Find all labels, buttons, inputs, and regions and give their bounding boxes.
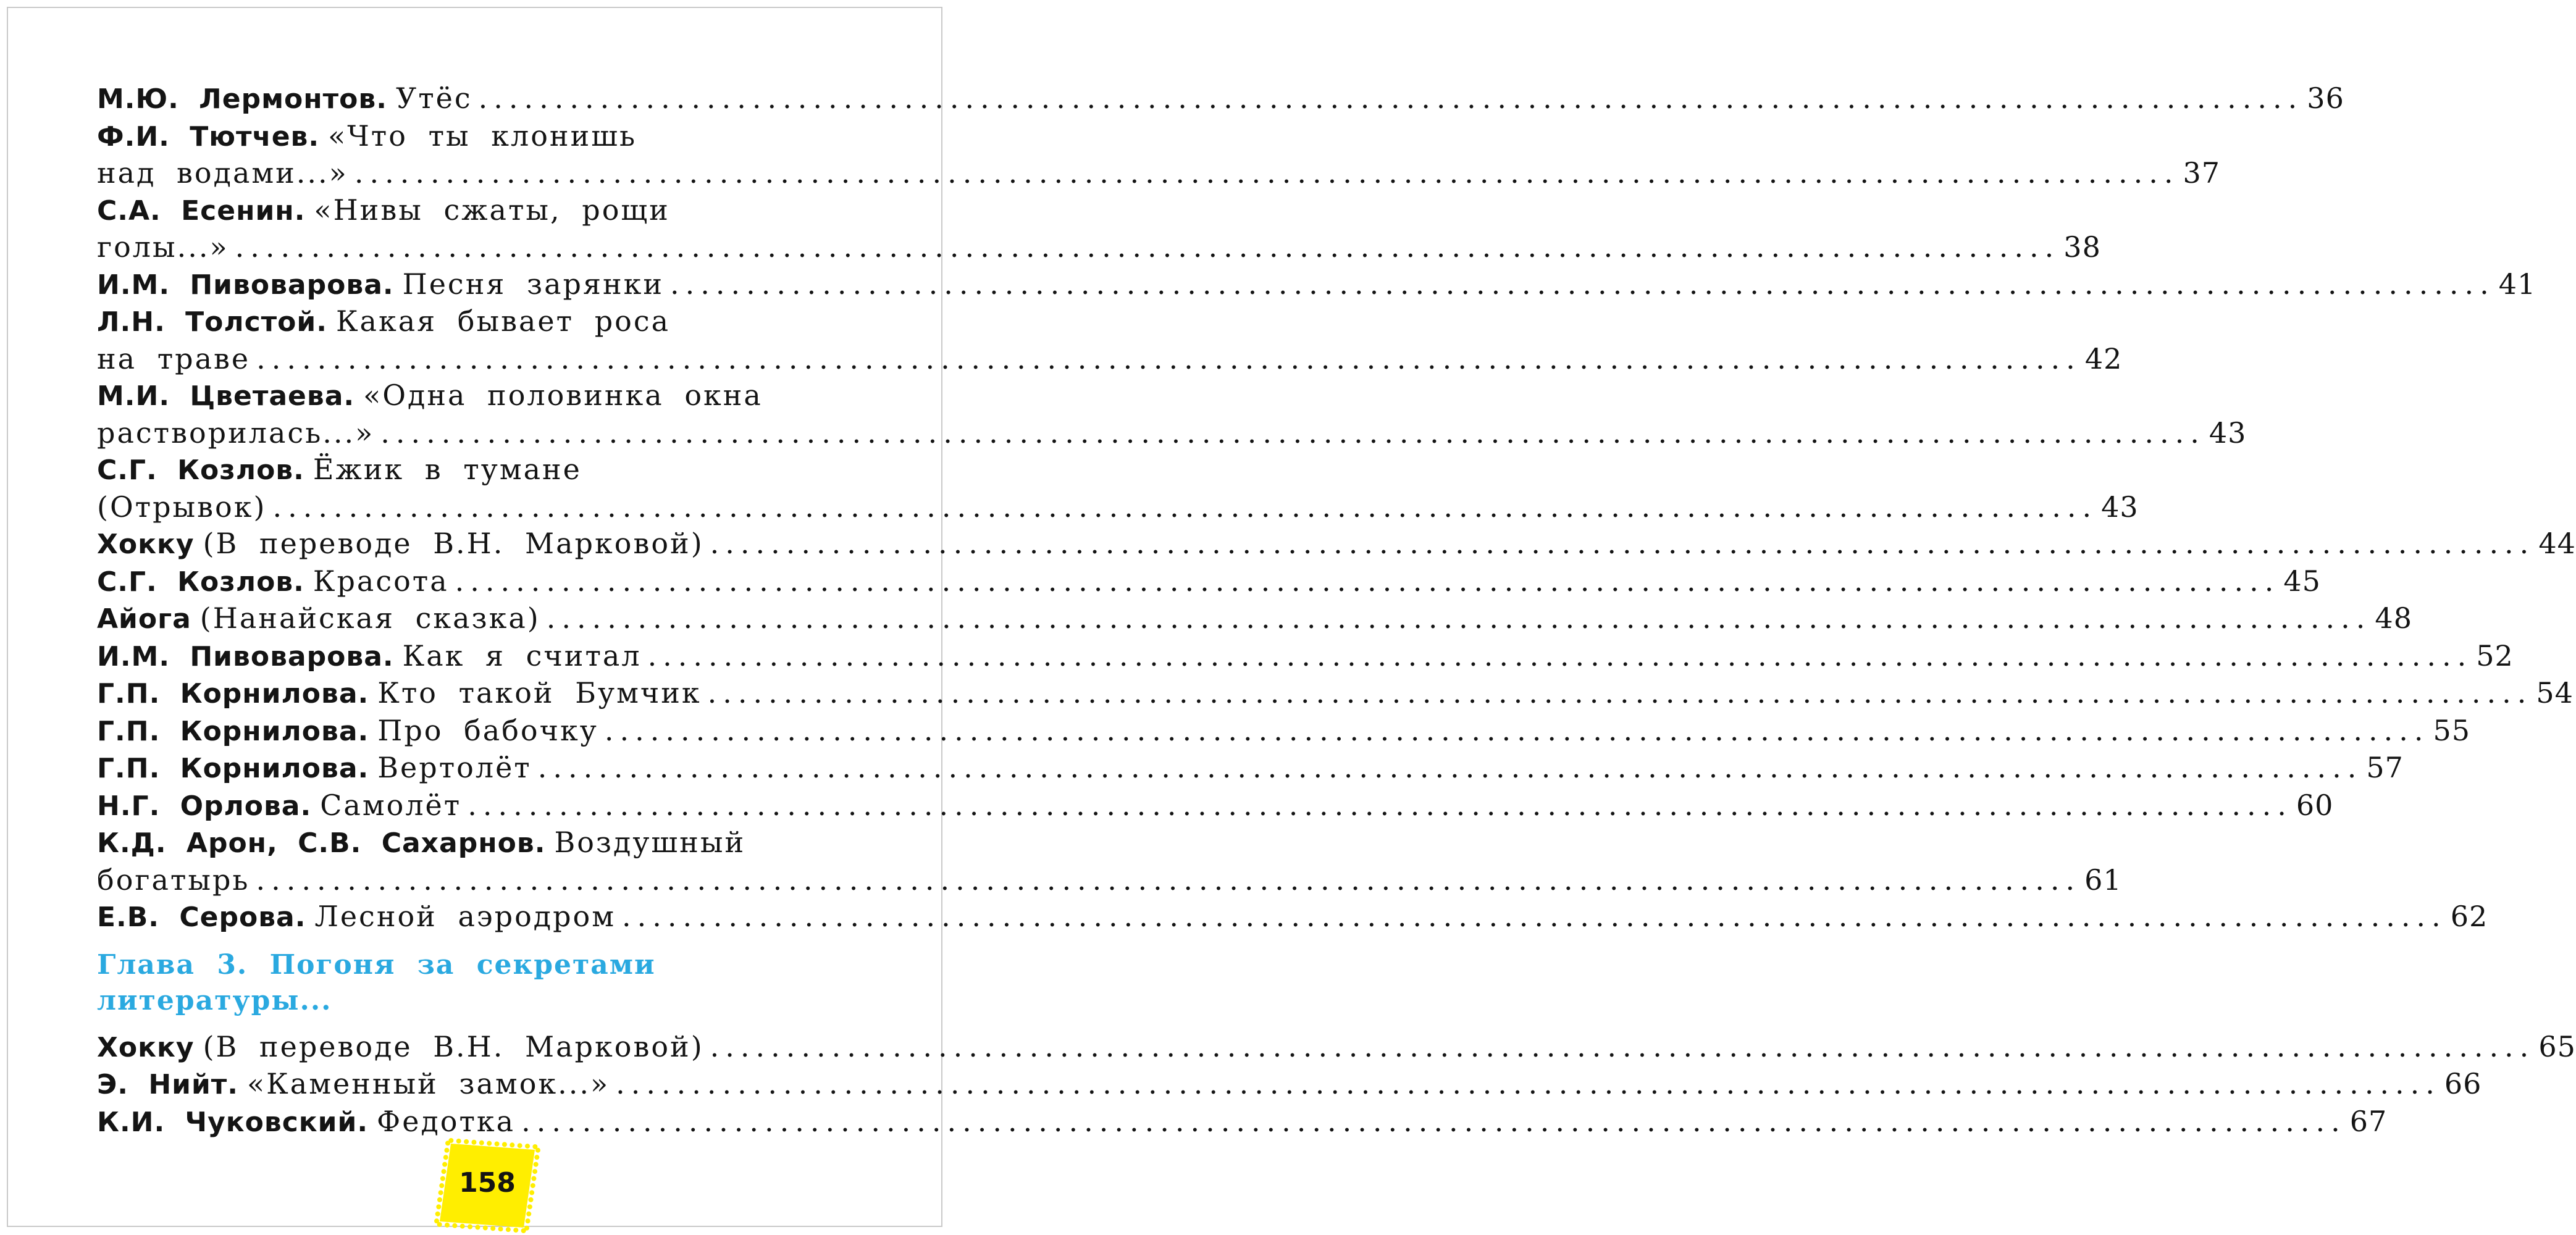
toc-entry-title-continued: над водами...» xyxy=(97,156,348,190)
toc-entry-title: Лесной аэродром xyxy=(314,900,616,933)
toc-entry-title: Федотка xyxy=(377,1104,516,1138)
toc-entry-author: С.Г. Козлов. xyxy=(97,566,304,598)
toc-entry-line xyxy=(97,862,2122,899)
toc-entry-title: Песня зарянки xyxy=(402,267,665,301)
toc-entry[interactable] xyxy=(97,713,2471,750)
toc-entry-author: С.Г. Козлов. xyxy=(97,454,304,486)
toc-entry-title-continued: голы...» xyxy=(97,230,229,264)
toc-entry-title: Ёжик в тумане xyxy=(313,453,582,486)
toc-entry-page: 44 xyxy=(2538,527,2576,560)
toc-entry-line xyxy=(97,563,2321,601)
chapter-heading-line1: Глава 3. Погоня за секретами xyxy=(97,948,656,981)
toc-entry-title: (В переводе В.Н. Марковой) xyxy=(203,1029,704,1063)
toc-entry-author: И.М. Пивоварова. xyxy=(97,269,394,301)
dot-leader: ........................................................................................................................ xyxy=(272,490,2098,524)
toc-entry[interactable] xyxy=(97,1029,2576,1066)
toc-entry-page: 60 xyxy=(2296,788,2334,822)
toc-entry-page: 65 xyxy=(2538,1029,2576,1063)
toc-entry-title: «Нивы сжаты, рощи xyxy=(314,193,670,227)
toc-entry-author: Н.Г. Орлова. xyxy=(97,790,312,822)
toc-entry-author: К.И. Чуковский. xyxy=(97,1106,369,1138)
dot-leader: ........................................................................................................................ xyxy=(537,751,2363,784)
toc-entry-page: 42 xyxy=(2084,341,2123,375)
table-of-contents xyxy=(97,80,2576,1141)
toc-entry-author: И.М. Пивоварова. xyxy=(97,640,394,672)
toc-entry[interactable] xyxy=(97,377,2247,451)
toc-entry-heading xyxy=(97,826,745,859)
toc-entry-heading xyxy=(97,600,540,638)
toc-entry-title: «Одна половинка окна xyxy=(363,379,763,412)
toc-entry-page: 66 xyxy=(2444,1067,2482,1100)
toc-entry-page: 57 xyxy=(2366,751,2404,784)
toc-entry-line xyxy=(97,675,2574,713)
toc-entry-line xyxy=(97,415,2247,452)
toc-entry-page: 43 xyxy=(2209,416,2247,450)
toc-entry-title-continued: на траве xyxy=(97,341,251,375)
toc-entry-line xyxy=(97,80,2344,118)
toc-entry[interactable] xyxy=(97,563,2321,601)
toc-entry-title: Самолёт xyxy=(320,788,462,822)
toc-entry[interactable] xyxy=(97,824,2122,898)
toc-entry-author: Айога xyxy=(97,603,191,635)
toc-entry[interactable] xyxy=(97,750,2404,787)
toc-entry-heading xyxy=(97,453,582,486)
toc-entry-line xyxy=(97,750,2404,787)
toc-entry-heading xyxy=(97,304,670,338)
toc-entry-author: М.И. Цветаева. xyxy=(97,380,355,412)
dot-leader: ........................................................................................................................ xyxy=(235,230,2060,264)
toc-entry-line xyxy=(97,192,863,230)
toc-entry-author: К.Д. Арон, С.В. Сахарнов. xyxy=(97,827,546,859)
dot-leader: ........................................................................................................................ xyxy=(616,1067,2441,1100)
toc-entry[interactable] xyxy=(97,118,2221,192)
toc-entry-heading xyxy=(97,563,449,601)
toc-entry-line xyxy=(97,377,863,415)
toc-entry-author: Ф.И. Тютчев. xyxy=(97,120,320,153)
toc-entry-title: Кто такой Бумчик xyxy=(377,676,702,710)
toc-entry-author: Хокку xyxy=(97,1031,195,1063)
dot-leader: ........................................................................................................................ xyxy=(670,267,2495,301)
dot-leader: ........................................................................................................................ xyxy=(622,900,2447,933)
toc-entry[interactable] xyxy=(97,1066,2482,1103)
toc-entry-line xyxy=(97,341,2123,378)
toc-entry-line xyxy=(97,266,2536,304)
toc-entry-title: (Нанайская сказка) xyxy=(199,601,540,635)
dot-leader: ........................................................................................................................ xyxy=(546,601,2372,635)
toc-entry-page: 52 xyxy=(2476,638,2514,672)
toc-entry-page: 37 xyxy=(2183,156,2221,190)
toc-entry-author: Г.П. Корнилова. xyxy=(97,715,369,747)
toc-entry-page: 62 xyxy=(2450,900,2488,933)
chapter-heading-line2: литературы... xyxy=(97,984,332,1016)
toc-entry-heading xyxy=(97,713,598,750)
toc-entry-line xyxy=(97,787,2334,825)
toc-entry-heading xyxy=(97,119,637,153)
toc-entry-title: Про бабочку xyxy=(377,713,598,747)
dot-leader: ........................................................................................................................ xyxy=(354,156,2180,190)
toc-entry-heading xyxy=(97,379,763,412)
toc-entry[interactable] xyxy=(97,638,2514,676)
toc-entry-line xyxy=(97,451,863,489)
toc-entry-heading xyxy=(97,638,642,676)
toc-list-chapter-3 xyxy=(97,1029,2576,1141)
toc-entry[interactable] xyxy=(97,451,2139,525)
toc-entry[interactable] xyxy=(97,303,2123,377)
toc-entry-author: Л.Н. Толстой. xyxy=(97,306,327,338)
toc-entry-line xyxy=(97,713,2471,750)
toc-entry-line xyxy=(97,898,2488,936)
toc-entry-page: 41 xyxy=(2498,267,2536,301)
toc-entry-author: Г.П. Корнилова. xyxy=(97,753,369,784)
toc-entry-heading xyxy=(97,80,472,118)
toc-entry-heading xyxy=(97,675,702,713)
chapter-heading[interactable] xyxy=(97,947,863,1019)
dot-leader: ........................................................................................................................ xyxy=(380,416,2205,450)
toc-entry[interactable] xyxy=(97,898,2488,936)
toc-entry-line xyxy=(97,155,2221,192)
page-number: 158 xyxy=(459,1166,516,1199)
toc-entry[interactable] xyxy=(97,675,2574,713)
dot-leader: ........................................................................................................................ xyxy=(468,788,2293,822)
toc-entry-author: Г.П. Корнилова. xyxy=(97,678,369,710)
toc-entry[interactable] xyxy=(97,787,2334,825)
toc-entry-title: (В переводе В.Н. Марковой) xyxy=(203,527,704,560)
dot-leader: ........................................................................................................................ xyxy=(647,638,2473,672)
toc-entry-line xyxy=(97,1066,2482,1103)
toc-entry-title: Как я считал xyxy=(402,638,642,672)
dot-leader: ........................................................................................................................ xyxy=(455,564,2280,598)
toc-entry-line xyxy=(97,118,863,156)
toc-entry-line xyxy=(97,229,2101,266)
toc-entry[interactable] xyxy=(97,600,2412,638)
toc-entry-page: 45 xyxy=(2283,564,2321,598)
toc-entry-title: Утёс xyxy=(395,82,472,115)
toc-entry-heading xyxy=(97,787,461,825)
toc-entry-page: 55 xyxy=(2433,713,2471,747)
toc-entry-heading xyxy=(97,525,704,563)
toc-entry[interactable] xyxy=(97,266,2536,304)
toc-entry-title: «Что ты клонишь xyxy=(328,119,637,153)
dot-leader: ........................................................................................................................ xyxy=(256,863,2081,897)
toc-entry-page: 36 xyxy=(2307,82,2344,115)
toc-entry-page: 67 xyxy=(2349,1104,2388,1138)
toc-entry[interactable] xyxy=(97,192,2101,266)
dot-leader: ........................................................................................................................ xyxy=(256,341,2081,375)
toc-entry[interactable] xyxy=(97,80,2344,118)
dot-leader: ........................................................................................................................ xyxy=(604,713,2430,747)
toc-entry-author: С.А. Есенин. xyxy=(97,195,306,227)
toc-entry-title: «Каменный замок...» xyxy=(247,1067,610,1100)
dot-leader: ........................................................................................................................ xyxy=(710,527,2535,560)
toc-entry-author: М.Ю. Лермонтов. xyxy=(97,83,387,115)
toc-entry-heading xyxy=(97,266,664,304)
toc-entry[interactable] xyxy=(97,525,2576,563)
toc-entry-line xyxy=(97,489,2139,526)
toc-entry-line xyxy=(97,525,2576,563)
toc-entry-heading xyxy=(97,898,616,936)
dot-leader: ........................................................................................................................ xyxy=(521,1104,2346,1138)
toc-entry-heading xyxy=(97,193,670,227)
toc-entry-title-continued: богатырь xyxy=(97,863,250,897)
toc-entry-page: 54 xyxy=(2536,676,2574,710)
toc-entry-line xyxy=(97,824,863,862)
dot-leader: ........................................................................................................................ xyxy=(707,676,2533,710)
toc-entry-title: Красота xyxy=(313,564,449,598)
toc-entry-title: Воздушный xyxy=(554,826,746,859)
toc-entry-line xyxy=(97,600,2412,638)
toc-entry-title-continued: (Отрывок) xyxy=(97,490,267,524)
toc-entry-line xyxy=(97,303,863,341)
toc-entry-title: Какая бывает роса xyxy=(335,304,671,338)
toc-entry-page: 38 xyxy=(2063,230,2101,264)
toc-entry-heading xyxy=(97,1029,704,1066)
dot-leader: ........................................................................................................................ xyxy=(710,1029,2535,1063)
toc-entry-title-continued: растворилась...» xyxy=(97,416,375,450)
toc-entry-page: 48 xyxy=(2375,601,2412,635)
toc-entry-line xyxy=(97,638,2514,676)
toc-entry-page: 61 xyxy=(2084,863,2122,897)
page-number-badge xyxy=(432,1134,542,1231)
toc-entry-author: Э. Нийт. xyxy=(97,1069,239,1100)
toc-entry-author: Хокку xyxy=(97,529,195,560)
toc-entry-heading xyxy=(97,750,532,787)
toc-list xyxy=(97,80,2576,936)
toc-entry-line xyxy=(97,1029,2576,1066)
dot-leader: ........................................................................................................................ xyxy=(478,82,2304,115)
toc-entry-page: 43 xyxy=(2101,490,2139,524)
toc-entry-heading xyxy=(97,1066,610,1103)
toc-entry-author: Е.В. Серова. xyxy=(97,902,306,933)
toc-entry-title: Вертолёт xyxy=(377,751,532,784)
